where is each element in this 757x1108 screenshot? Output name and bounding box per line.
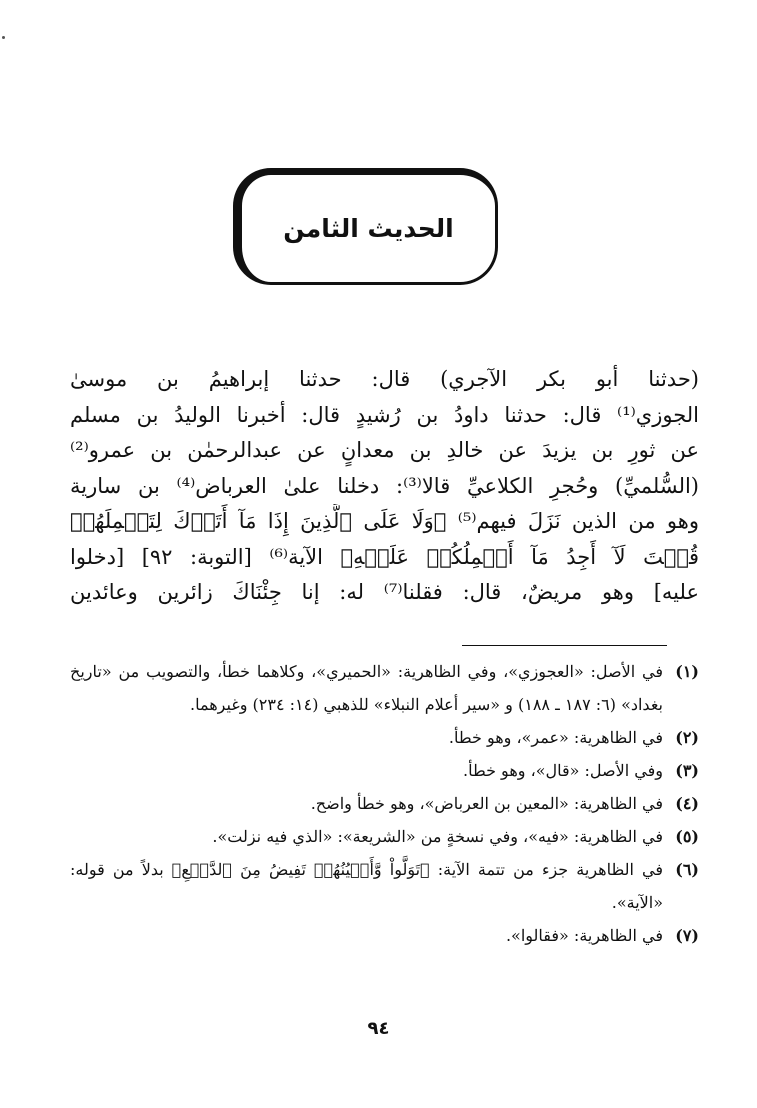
footnote-text: في الظاهرية جزء من تتمة الآية: ﴿تَوَلَّواْ وَّأَعۡيُنُهُمۡ تَفِيضُ مِنَ ٱلدَّمۡعِ﴾ بدلاً من قوله: «الآية». bbox=[70, 860, 664, 912]
scan-speck bbox=[2, 36, 5, 39]
footnote-number: (٥) bbox=[675, 827, 699, 846]
footnote-2 bbox=[70, 721, 699, 754]
footnote-6 bbox=[70, 853, 699, 919]
footnotes bbox=[70, 655, 699, 952]
footnote-number: (٧) bbox=[675, 926, 699, 945]
footnote-5 bbox=[70, 820, 699, 853]
chapter-title: الحديث الثامن bbox=[283, 214, 454, 243]
footnote-separator bbox=[462, 645, 667, 646]
body-line: (حدثنا أبو بكر الآجري) قال: حدثنا إبراهيمُ بن موسىٰ bbox=[70, 367, 699, 391]
footnote-number: (٢) bbox=[675, 728, 699, 747]
chapter-title-frame bbox=[233, 168, 498, 285]
body-line: (السُّلميِّ) وحُجرِ الكلاعيِّ قالا⁽³⁾: دخلنا علىٰ العرباض⁽⁴⁾ بن سارية bbox=[70, 473, 699, 498]
footnote-text: في الظاهرية: «فقالوا». bbox=[505, 926, 663, 945]
hadith-body bbox=[70, 362, 699, 611]
footnote-text: في الظاهرية: «المعين بن العرباض»، وهو خطأ واضح. bbox=[310, 794, 663, 813]
footnote-number: (١) bbox=[675, 662, 699, 681]
body-line: عليه] وهو مريضٌ، قال: فقلنا⁽⁷⁾ له: إنا جِئْنَاكَ زائرين وعائدين bbox=[70, 580, 699, 604]
body-line: قُلۡتَ لَآ أَجِدُ مَآ أَحۡمِلُكُمۡ عَلَيۡهِ﴾ الآية⁽⁶⁾ [التوبة: ٩٢] [دخلوا bbox=[70, 544, 699, 569]
footnote-4 bbox=[70, 787, 699, 820]
footnote-text: وفي الأصل: «قال»، وهو خطأ. bbox=[462, 761, 663, 780]
page-number: ٩٤ bbox=[367, 1018, 390, 1039]
body-line: وهو من الذين نَزَلَ فيهم⁽⁵⁾ ﴿وَلَا عَلَى ٱلَّذِينَ إِذَا مَآ أَتَوۡكَ لِتَحۡمِلَهُمۡ bbox=[70, 509, 699, 533]
body-line: عن ثورِ بن يزيدَ عن خالدِ بن معدانٍ عن عبدالرحمٰن بن عمرو⁽²⁾ bbox=[70, 438, 699, 462]
footnote-3 bbox=[70, 754, 699, 787]
footnote-number: (٤) bbox=[675, 794, 699, 813]
footnote-text: في الظاهرية: «فيه»، وفي نسخةٍ من «الشريعة»: «الذي فيه نزلت». bbox=[212, 827, 663, 846]
footnote-text: في الأصل: «العجوزي»، وفي الظاهرية: «الحميري»، وكلاهما خطأ، والتصويب من «تاريخ بغداد» (٦: ١٨٧ ـ ١٨٨) و «سير أعلام النبلاء» للذهبي (١٤: ٢٣٤) وغيرهما. bbox=[70, 662, 663, 714]
footnote-7 bbox=[70, 919, 699, 952]
footnote-text: في الظاهرية: «عمر»، وهو خطأ. bbox=[448, 728, 663, 747]
footnote-1 bbox=[70, 655, 699, 721]
body-line: الجوزي⁽¹⁾ قال: حدثنا داودُ بن رُشيدٍ قال: أخبرنا الوليدُ بن مسلم bbox=[70, 402, 699, 427]
footnote-number: (٦) bbox=[675, 860, 699, 879]
footnote-number: (٣) bbox=[675, 761, 699, 780]
